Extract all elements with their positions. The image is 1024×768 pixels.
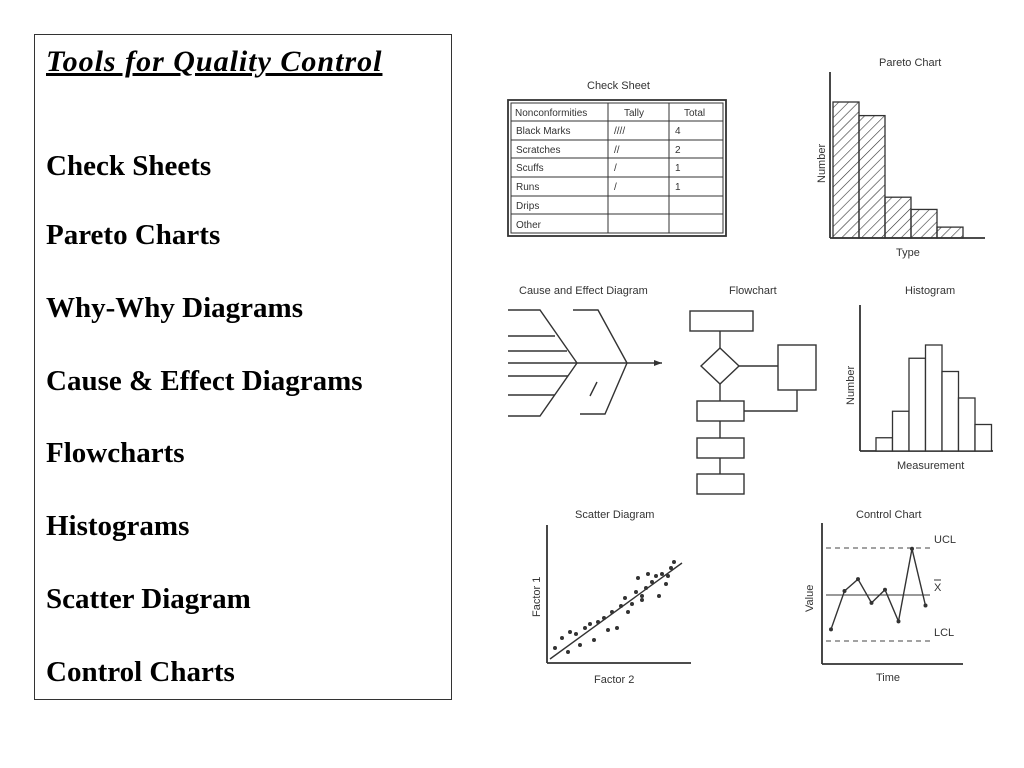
scatter-point: [610, 610, 614, 614]
control-point: [829, 627, 833, 631]
scatter-point: [654, 574, 658, 578]
histogram-xlabel: Measurement: [897, 460, 965, 472]
scatter-point: [606, 628, 610, 632]
pareto-bar: [911, 209, 937, 238]
scatter-point: [672, 560, 676, 564]
pareto-bar: [937, 227, 963, 238]
item-scatter-diagram: Scatter Diagram: [46, 583, 251, 615]
fishbone-bone: [508, 363, 577, 416]
flowchart: [690, 285, 816, 494]
pareto-chart: [816, 57, 985, 259]
histogram-bar: [926, 345, 943, 451]
control-series-line: [831, 549, 926, 630]
check-row-name: Runs: [516, 182, 540, 193]
check-row-total: 1: [675, 182, 681, 193]
scatter-point: [634, 590, 638, 594]
scatter-point: [574, 632, 578, 636]
histogram-bar: [876, 438, 893, 451]
check-sheet-title: Check Sheet: [587, 80, 650, 92]
ucl-label: UCL: [934, 534, 957, 546]
pareto-ylabel: Number: [816, 143, 828, 183]
histogram-title: Histogram: [905, 285, 956, 297]
flow-process-box: [778, 345, 816, 390]
scatter-point: [553, 646, 557, 650]
control-point: [924, 604, 928, 608]
histogram-ylabel: Number: [845, 365, 857, 405]
pareto-title: Pareto Chart: [879, 57, 942, 69]
control-point: [843, 589, 847, 593]
control-point: [856, 577, 860, 581]
flow-process-box: [697, 438, 744, 458]
check-row-tally: //: [614, 145, 620, 156]
flow-process-box: [690, 311, 753, 331]
check-row-total: 1: [675, 163, 681, 174]
control-point: [883, 588, 887, 592]
check-header-tally: Tally: [624, 108, 645, 119]
check-row-total: 4: [675, 126, 681, 137]
scatter-point: [644, 586, 648, 590]
item-check-sheets: Check Sheets: [46, 150, 212, 182]
pareto-xlabel: Type: [896, 247, 920, 259]
scatter-point: [619, 604, 623, 608]
check-row-name: Scuffs: [516, 163, 544, 174]
scatter-point: [560, 636, 564, 640]
check-sheet: [508, 80, 726, 236]
histogram: [845, 285, 993, 472]
fishbone-bone: [580, 363, 627, 414]
scatter-point: [623, 596, 627, 600]
control-chart: [804, 509, 963, 684]
scatter-point: [626, 610, 630, 614]
check-header-total: Total: [684, 108, 706, 119]
fishbone-bone: [573, 310, 627, 363]
scatter-point: [630, 602, 634, 606]
scatter-point: [592, 638, 596, 642]
flow-process-box: [697, 401, 744, 421]
histogram-bar: [959, 398, 976, 451]
histogram-bar: [942, 372, 959, 452]
histogram-bar: [893, 411, 910, 451]
scatter-point: [602, 616, 606, 620]
scatter-point: [588, 622, 592, 626]
flow-process-box: [697, 474, 744, 494]
scatter-point: [669, 566, 673, 570]
scatter-point: [640, 594, 644, 598]
item-histograms: Histograms: [46, 510, 190, 542]
pareto-bar: [833, 102, 859, 238]
tools-list-box: [34, 34, 452, 700]
item-why-why-diagrams: Why-Why Diagrams: [46, 292, 303, 324]
histogram-bar: [909, 358, 926, 451]
scatter-point: [666, 574, 670, 578]
slide-title: Tools for Quality Control: [46, 45, 383, 78]
control-point: [870, 601, 874, 605]
histogram-bar: [975, 425, 992, 452]
scatter-point: [583, 626, 587, 630]
pareto-bar: [859, 116, 885, 238]
control-xlabel: Time: [876, 672, 901, 684]
check-row-total: 2: [675, 145, 681, 156]
control-point: [910, 547, 914, 551]
check-header-nonconformities: Nonconformities: [515, 108, 588, 119]
check-row-name: Drips: [516, 201, 540, 212]
scatter-point: [664, 582, 668, 586]
cause-effect-title: Cause and Effect Diagram: [519, 285, 648, 297]
fishbone-rib: [590, 382, 597, 396]
scatter-point: [657, 594, 661, 598]
flow-decision-diamond: [701, 348, 739, 384]
check-row-name: Scratches: [516, 145, 561, 156]
scatter-point: [566, 650, 570, 654]
xbar-label: X: [934, 582, 942, 594]
check-row-name: Other: [516, 220, 542, 231]
scatter-point: [660, 572, 664, 576]
pareto-bar: [885, 197, 911, 238]
cause-effect-diagram: [508, 285, 662, 416]
check-row-tally: /: [614, 163, 617, 174]
scatter-xlabel: Factor 2: [594, 674, 635, 686]
fishbone-arrow-head: [654, 360, 662, 366]
check-row-tally: /: [614, 182, 617, 193]
item-control-charts: Control Charts: [46, 656, 235, 688]
item-flowcharts: Flowcharts: [46, 437, 185, 469]
scatter-trend-line: [550, 563, 682, 659]
scatter-point: [640, 598, 644, 602]
lcl-label: LCL: [934, 627, 955, 639]
check-row-name: Black Marks: [516, 126, 571, 137]
item-cause-effect-diagrams: Cause & Effect Diagrams: [46, 365, 363, 397]
scatter-point: [650, 580, 654, 584]
scatter-point: [578, 643, 582, 647]
qc-tools-illustration: [460, 40, 1020, 700]
scatter-title: Scatter Diagram: [575, 509, 655, 521]
control-point: [897, 619, 901, 623]
flowchart-title: Flowchart: [729, 285, 777, 297]
scatter-ylabel: Factor 1: [531, 576, 543, 617]
scatter-point: [568, 630, 572, 634]
scatter-point: [615, 626, 619, 630]
scatter-point: [596, 620, 600, 624]
scatter-point: [646, 572, 650, 576]
control-title: Control Chart: [856, 509, 922, 521]
control-ylabel: Value: [804, 584, 816, 612]
scatter-point: [636, 576, 640, 580]
scatter-diagram: [531, 509, 691, 686]
item-pareto-charts: Pareto Charts: [46, 219, 221, 251]
check-row-tally: ////: [614, 126, 626, 137]
